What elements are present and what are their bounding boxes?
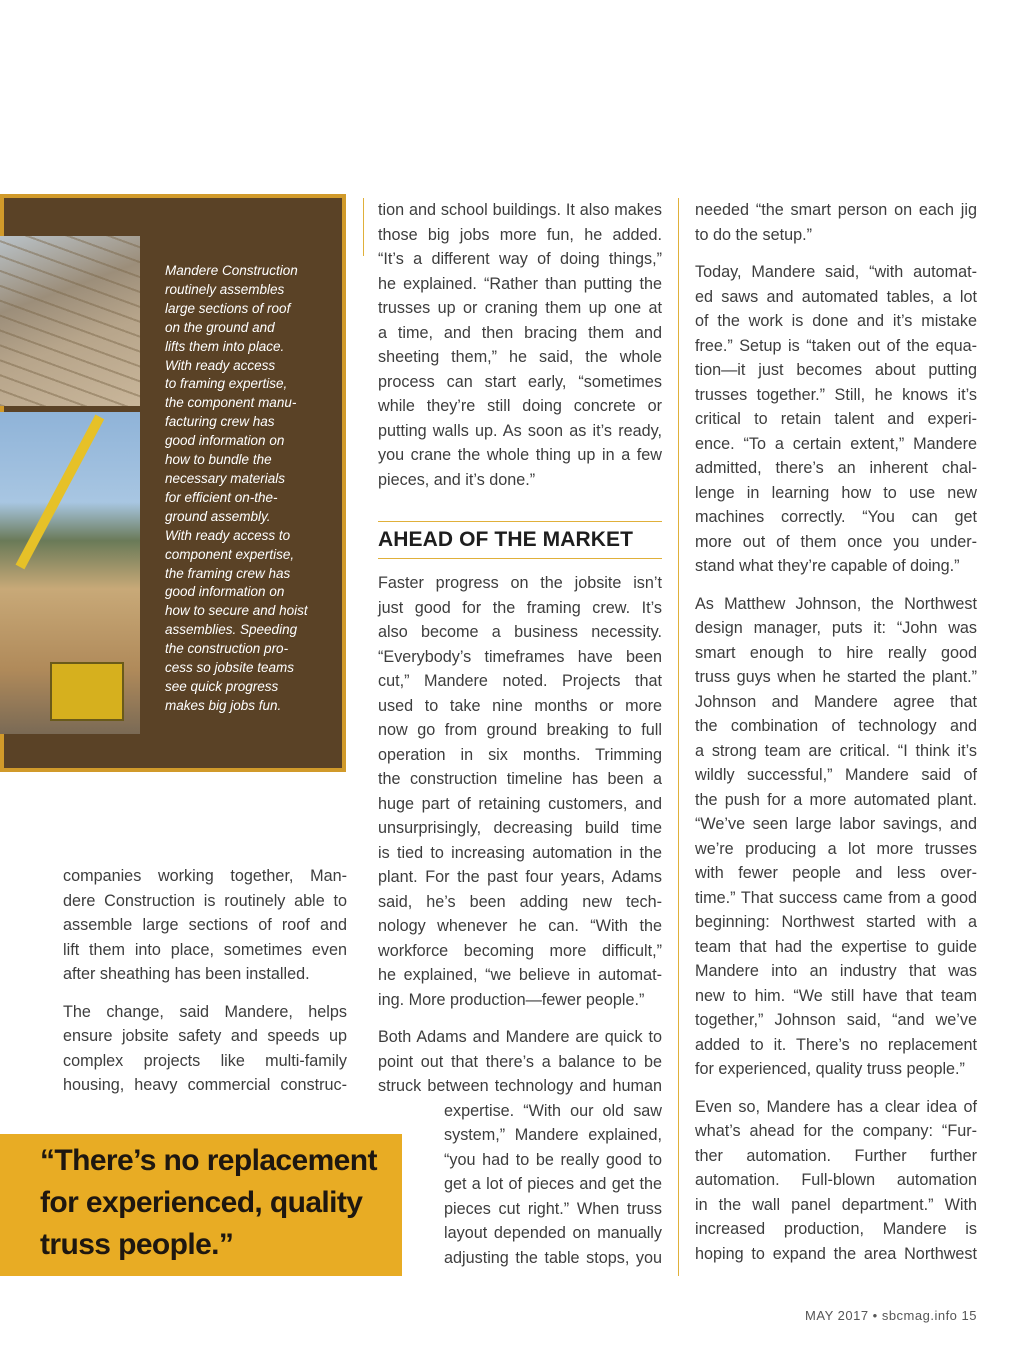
paragraph [695, 260, 977, 579]
roof-truss-photo [0, 236, 140, 406]
text-line: is tied to increasing automation in the [378, 843, 662, 862]
text-line: added to it. There’s no replacement [695, 1035, 977, 1054]
text-line: increased production, Mandere is [695, 1220, 977, 1238]
text-line: complex projects like multi-family [63, 1051, 347, 1070]
text-line: also become a business necessity. [378, 623, 662, 641]
text-line: team that had the expertise to guide [695, 937, 977, 956]
text-line: now go from ground breaking to full [378, 721, 662, 739]
text-line: those big jobs more fun, he added. [378, 225, 662, 244]
paragraph [378, 198, 662, 492]
text-line: layout depended on manually [444, 1224, 662, 1242]
paragraph [695, 592, 977, 1082]
text-line: companies working together, Man- [63, 867, 347, 885]
text-line: admitted, there’s an inherent chal- [695, 459, 977, 477]
text-line: stand what they’re capable of doing.” [695, 557, 960, 575]
article-column-1 [63, 864, 347, 1111]
text-line: “It’s a different way of doing things,” [378, 250, 662, 268]
text-line: more out of them once you under- [695, 532, 977, 551]
text-line: Mandere into an industry that was [695, 962, 977, 980]
text-line: for experienced, quality truss people.” [695, 1060, 965, 1078]
text-line: Today, Mandere said, “with automat- [695, 263, 977, 281]
text-line: Even so, Mandere has a clear idea of [695, 1097, 977, 1116]
caption-line: assemblies. Speeding [165, 622, 298, 638]
text-line: get a lot of pieces and get the [444, 1175, 662, 1193]
text-line: pieces cut right.” When truss [444, 1199, 662, 1218]
text-line: point out that there’s a balance to be [378, 1052, 662, 1071]
text-line: after sheathing has been installed. [63, 965, 310, 983]
caption-line: With ready access [165, 357, 276, 373]
text-line: what’s ahead for the company: “Fur- [695, 1122, 977, 1140]
text-line: plant. For the past four years, Adams [378, 868, 662, 886]
column-rule [363, 198, 364, 256]
text-line: unsurprisingly, decreasing build time [378, 819, 662, 837]
paragraph [63, 864, 347, 987]
text-line: design manager, puts it: “John was [695, 619, 977, 637]
text-line: beginning: Northwest started with a [695, 913, 977, 931]
roof-truss-pattern [0, 236, 140, 406]
text-line: needed “the smart person on each jig [695, 201, 977, 219]
caption-line: lifts them into place. [165, 338, 285, 354]
caption-line: the framing crew has [165, 565, 291, 581]
pull-quote [0, 1134, 402, 1276]
caption-line: good information on [165, 584, 285, 600]
caption-line: for efficient on-the- [165, 489, 278, 505]
text-line: of the work is done and it’s mistake [695, 312, 977, 330]
text-line: hoping to expand the area Northwest [695, 1244, 977, 1263]
text-line: dere Construction is routinely able to [63, 891, 347, 910]
text-line: truss guys when he started the plant.” [695, 668, 977, 686]
text-line: operation in six months. Trimming [378, 745, 662, 764]
text-line: As Matthew Johnson, the Northwest [695, 594, 977, 613]
text-line: cut,” Mandere noted. Projects that [378, 672, 662, 690]
text-line: wildly successful,” Mandere said of [695, 766, 977, 784]
text-line: Faster progress on the jobsite isn’t [378, 574, 662, 592]
section-subhead [378, 521, 662, 559]
caption-line: how to bundle the [165, 452, 272, 468]
caption-line: With ready access to [165, 527, 291, 543]
text-line: together,” Johnson said, “and we’ve [695, 1011, 977, 1029]
text-line: Both Adams and Mandere are quick to [378, 1028, 662, 1046]
text-line: a time, and then bracing them and [378, 323, 662, 342]
text-line: new to him. “We still have that team [695, 986, 977, 1005]
crane-photo [0, 412, 140, 734]
text-line: “you had to be really good to [444, 1150, 662, 1169]
text-line: we’re producing a lot more trusses [695, 839, 977, 858]
text-line: ensure jobsite safety and speeds up [63, 1027, 347, 1045]
crane-boom [16, 415, 105, 570]
caption-line: good information on [165, 433, 285, 449]
article-column-2-lower [378, 571, 662, 1283]
text-line: housing, heavy commercial construc- [63, 1076, 347, 1094]
caption-line: see quick progress [165, 678, 279, 694]
text-line: to do the setup.” [695, 225, 812, 244]
text-line: tion and school buildings. It also makes [378, 201, 662, 219]
text-line: The change, said Mandere, helps [63, 1002, 347, 1021]
text-line: free.” Setup is “taken out of the equa- [695, 336, 977, 355]
text-line: tion—it just becomes about putting [695, 361, 977, 379]
text-line: lenge in learning how to use new [695, 483, 977, 502]
subhead-text: AHEAD OF THE MARKET [378, 528, 634, 551]
paragraph [695, 1095, 977, 1267]
text-line: the push for a more automated plant. [695, 790, 977, 809]
text-line: struck between technology and human [378, 1077, 662, 1095]
text-line: critical to retain talent and experi- [695, 410, 977, 428]
text-line: process can start early, “sometimes [378, 372, 662, 391]
pull-quote-line: for experienced, quality [40, 1186, 363, 1219]
text-line: ed saws and automated tables, a lot [695, 287, 977, 306]
text-line: time.” That success came from a good [695, 888, 977, 907]
text-line: ing. More production—fewer people.” [378, 990, 645, 1009]
text-line: while they’re still doing concrete or [378, 397, 662, 415]
page-folio: MAY 2017 • sbcmag.info 15 [805, 1308, 977, 1323]
caption-line: large sections of roof [165, 300, 291, 316]
text-line: sheeting them,” he said, the whole [378, 348, 662, 366]
caption-line: the component manu- [165, 395, 297, 411]
text-line: huge part of retaining customers, and [378, 794, 662, 813]
caption-line: Mandere Construction [165, 263, 298, 278]
text-line: just good for the framing crew. It’s [378, 598, 662, 617]
caption-line: how to secure and hoist [165, 603, 308, 619]
caption-line: necessary materials [165, 470, 286, 486]
caption-line: routinely assembles [165, 281, 285, 297]
text-line: ther automation. Further further [695, 1146, 977, 1165]
caption-line: to framing expertise, [165, 376, 288, 392]
paragraph [63, 1000, 347, 1098]
text-line: he explained. “Rather than putting the [378, 274, 662, 293]
caption-line: component expertise, [165, 546, 295, 562]
text-line: the combination of technology and [695, 717, 977, 735]
column-rule [678, 198, 679, 1276]
text-line: said, he’s been adding new tech- [378, 892, 662, 911]
text-line: putting walls up. As soon as it’s ready, [378, 421, 662, 440]
caption-line: ground assembly. [165, 508, 271, 524]
text-line: pieces, and it’s done.” [378, 470, 536, 489]
text-line: workforce becoming more difficult,” [378, 941, 662, 960]
photo-caption [165, 262, 335, 716]
pull-quote-line: truss people.” [40, 1228, 234, 1261]
caption-line: on the ground and [165, 319, 275, 335]
text-line: he explained, “we believe in automat- [378, 966, 662, 984]
article-column-3 [695, 198, 977, 1279]
pull-quote-line: “There’s no replacement [40, 1144, 377, 1177]
text-line: machines correctly. “You can get [695, 508, 977, 526]
paragraph [378, 1025, 662, 1270]
text-line: Johnson and Mandere agree that [695, 692, 977, 711]
caption-line: facturing crew has [165, 414, 275, 430]
text-line: you crane the whole thing up in a few [378, 446, 662, 464]
text-line: expertise. “With our old saw [444, 1101, 662, 1120]
text-line: “We’ve seen large labor savings, and [695, 815, 977, 833]
paragraph [695, 198, 977, 247]
caption-line: cess so jobsite teams [165, 660, 295, 676]
text-line: in the wall panel department.” With [695, 1195, 977, 1214]
paragraph [378, 571, 662, 1012]
text-line: used to take nine months or more [378, 696, 662, 715]
text-line: “Everybody’s timeframes have been [378, 647, 662, 666]
article-column-2 [378, 198, 662, 505]
text-line: adjusting the table stops, you [444, 1248, 662, 1267]
text-line: nology whenever he can. “With the [378, 917, 662, 935]
text-line: a strong team are critical. “I think it’s [695, 741, 977, 760]
text-line: lift them into place, sometimes even [63, 940, 347, 959]
text-line: trusses together.” Still, he knows it’s [695, 385, 977, 404]
text-line: automation. Full-blown automation [695, 1171, 977, 1189]
text-line: the construction timeline has been a [378, 770, 662, 788]
text-line: ence. “To a certain extent,” Mandere [695, 434, 977, 453]
text-line: assemble large sections of roof and [63, 916, 347, 934]
text-line: with fewer people and less over- [695, 864, 977, 882]
text-line: trusses up or craning them up one at [378, 299, 662, 317]
text-line: system,” Mandere explained, [444, 1126, 662, 1144]
text-line: smart enough to hire really good [695, 643, 977, 662]
caption-line: the construction pro- [165, 641, 289, 657]
crane-body [50, 662, 124, 721]
caption-line: makes big jobs fun. [165, 697, 282, 713]
